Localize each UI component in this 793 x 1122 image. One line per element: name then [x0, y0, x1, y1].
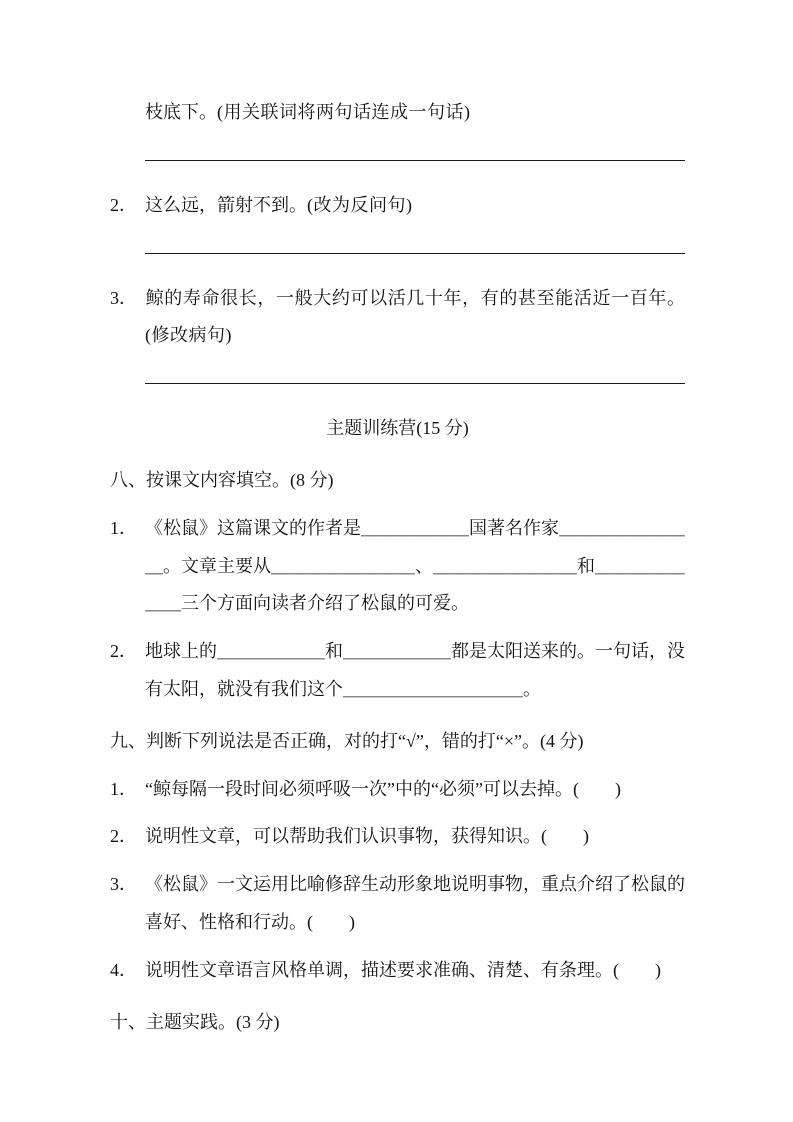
question-2 — [110, 187, 685, 225]
section-nine-title: 九、判断下列说法是否正确，对的打“√”，错的打“×”。(4 分) — [110, 730, 584, 751]
question-number: 2． — [110, 826, 137, 847]
question-text: 《松鼠》一文运用比喻修辞生动形象地说明事物，重点介绍了松鼠的喜好、性格和行动。( ) — [145, 874, 685, 932]
question-1-continuation — [145, 94, 685, 132]
section-eight-title: 八、按课文内容填空。(8 分) — [110, 469, 334, 490]
question-text: 说明性文章语言风格单调，描述要求准确、清楚、有条理。( ) — [145, 959, 661, 980]
question-text: 这么远，箭射不到。 — [145, 194, 307, 215]
question-text: 地球上的＿＿＿＿＿＿和＿＿＿＿＿＿都是太阳送来的。一句话，没有太阳，就没有我们这个＿＿＿＿＿＿＿＿＿＿。 — [145, 641, 685, 699]
question-3 — [110, 280, 685, 356]
question-text: 《松鼠》这篇课文的作者是＿＿＿＿＿＿国著名作家＿＿＿＿＿＿＿＿。文章主要从＿＿＿＿＿＿＿＿、＿＿＿＿＿＿＿＿和＿＿＿＿＿＿＿三个方面向读者介绍了松鼠的可爱。 — [145, 517, 685, 614]
question-number: 2． — [110, 641, 137, 662]
question-hint: (修改病句) — [145, 325, 232, 346]
question-hint: (改为反问句) — [307, 194, 413, 215]
answer-blank-line — [145, 383, 685, 384]
question-number: 4． — [110, 959, 137, 980]
judgment-question-1 — [110, 771, 685, 809]
question-text: 枝底下。 — [145, 102, 217, 122]
judgment-question-2 — [110, 818, 685, 856]
fill-blank-question-2 — [110, 633, 685, 709]
section-ten-title: 十、主题实践。(3 分) — [110, 1011, 280, 1032]
question-number: 1． — [110, 778, 137, 799]
answer-blank-line — [145, 160, 685, 161]
question-hint: (用关联词将两句话连成一句话) — [217, 102, 471, 122]
question-text: “鲸每隔一段时间必须呼吸一次”中的“必须”可以去掉。( ) — [145, 778, 621, 799]
question-number: 2． — [110, 194, 137, 215]
judgment-question-3 — [110, 866, 685, 942]
question-text: 鲸的寿命很长，一般大约可以活几十年，有的甚至能活近一百年。 — [145, 287, 685, 308]
question-text: 说明性文章，可以帮助我们认识事物，获得知识。( ) — [145, 826, 589, 847]
judgment-question-4 — [110, 952, 685, 990]
question-number: 1． — [110, 517, 137, 538]
fill-blank-question-1 — [110, 510, 685, 623]
theme-camp-heading: 主题训练营(15 分) — [326, 418, 469, 439]
question-number: 3． — [110, 874, 137, 895]
answer-blank-line — [145, 253, 685, 254]
question-number: 3． — [110, 287, 137, 308]
